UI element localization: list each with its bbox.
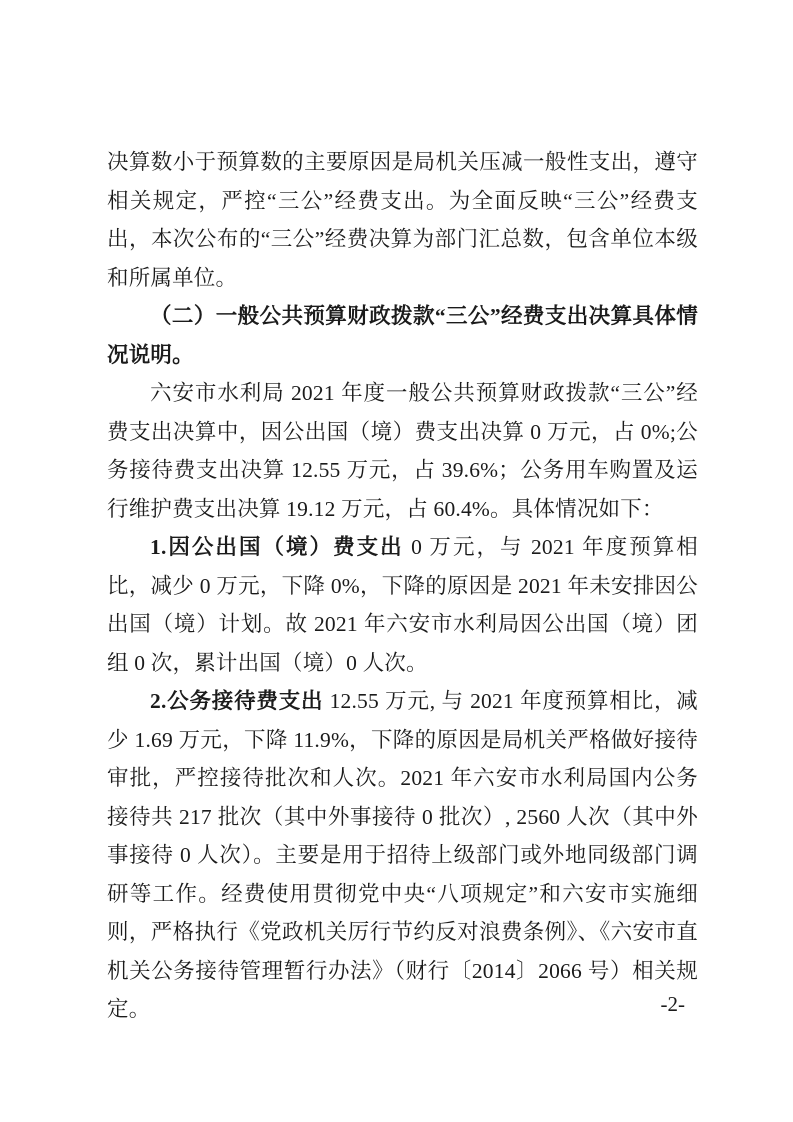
overview-paragraph: 六安市水利局 2021 年度一般公共预算财政拨款“三公”经费支出决算中，因公出国（境）费支出决算 0 万元，占 0%;公务接待费支出决算 12.55 万元，占 39.6%；公务用车购置及运行维护费支出决算 19.12 万元，占 60.4%。具体情况如下： xyxy=(107,381,698,521)
section-heading: （二）一般公共预算财政拨款“三公”经费支出决算具体情况说明。 xyxy=(107,304,698,367)
paragraph-continuation: 决算数小于预算数的主要原因是局机关压减一般性支出，遵守相关规定，严控“三公”经费支出。为全面反映“三公”经费支出，本次公布的“三公”经费决算为部门汇总数，包含单位本级和所属单位。 xyxy=(107,150,698,290)
item-2-body: 12.55 万元, 与 2021 年度预算相比，减少 1.69 万元，下降 11.9%，下降的原因是局机关严格做好接待审批，严控接待批次和人次。2021 年六安市水利局国内公务接待共 217 批次（其中外事接待 0 批次）, 2560 人次（其中外事接待 0 人次）。主要是用于招待上级部门或外地同级部门调研等工作。经费使用贯彻党中央“八项规定”和六安市实施细则，严格执行《党政机关厉行节约反对浪费条例》、《六安市直机关公务接待管理暂行办法》（财行〔2014〕2066 号）相关规定。 xyxy=(107,689,699,1021)
item-2-lead: 2.公务接待费支出 xyxy=(150,689,324,713)
item-1-lead: 1.因公出国（境）费支出 xyxy=(150,535,404,559)
item-2-paragraph xyxy=(107,682,698,1029)
page-footer xyxy=(107,992,685,1016)
item-1-paragraph xyxy=(107,528,698,682)
page-number: -2- xyxy=(660,992,685,1016)
document-body xyxy=(107,143,698,1029)
item-1-body: 0 万元，与 2021 年度预算相比，减少 0 万元，下降 0%，下降的原因是 2021 年未安排因公出国（境）计划。故 2021 年六安市水利局因公出国（境）团组 0 次，累计出国（境）0 人次。 xyxy=(107,535,698,675)
